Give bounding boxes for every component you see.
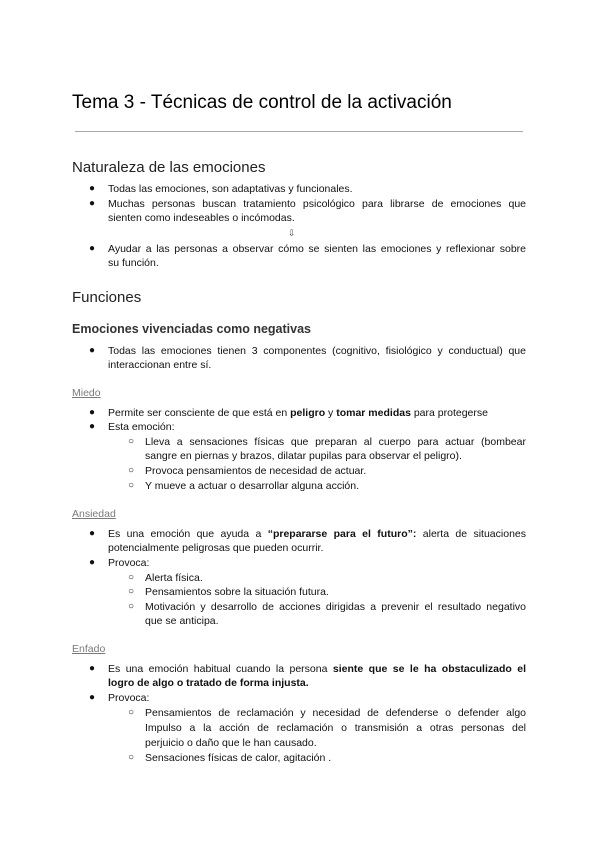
naturaleza-item-2-line-1: Muchas personas buscan tratamiento psicológico para librarse de emociones que: [108, 198, 526, 210]
ansiedad-subitem-2: Pensamientos sobre la situación futura.: [145, 586, 329, 598]
miedo-subitem-1-line-2: sangre en piernas y brazos, dilatar pupilas para observar el peligro).: [145, 450, 462, 462]
sub-bullet-icon: ○: [128, 752, 135, 763]
heading-naturaleza: Naturaleza de las emociones: [72, 159, 266, 176]
miedo-item-2: Esta emoción:: [108, 421, 175, 433]
ansiedad-subitem-1: Alerta física.: [145, 572, 203, 584]
naturaleza-item-1: Todas las emociones, son adaptativas y funcionales.: [108, 183, 353, 195]
bullet-icon: ●: [89, 692, 96, 703]
heading-enfado: Enfado: [72, 643, 106, 655]
sub-bullet-icon: ○: [128, 707, 135, 718]
sub-bullet-icon: ○: [128, 465, 135, 476]
enfado-subitem-1-line-3: perjuicio o daño que le han causado.: [145, 737, 317, 749]
bullet-icon: ●: [89, 407, 96, 418]
enfado-subitem-2: Sensaciones físicas de calor, agitación .: [145, 752, 332, 764]
bullet-icon: ●: [89, 243, 96, 254]
bullet-icon: ●: [89, 198, 96, 209]
ansiedad-subitem-3-line-2: que se anticipa.: [145, 615, 219, 627]
miedo-item-1: Permite ser consciente de que está en peligro y tomar medidas para protegerse: [108, 407, 488, 419]
bullet-icon: ●: [89, 345, 96, 356]
heading-miedo: Miedo: [72, 387, 101, 399]
miedo-subitem-3: Y mueve a actuar o desarrollar alguna acción.: [145, 480, 360, 492]
sub-bullet-icon: ○: [128, 586, 135, 597]
ansiedad-item-2: Provoca:: [108, 557, 150, 569]
miedo-subitem-1-line-1: Lleva a sensaciones físicas que preparan al cuerpo para actuar (bombear: [145, 436, 526, 448]
down-arrow-icon: ⇩: [288, 228, 296, 238]
sub-bullet-icon: ○: [128, 601, 135, 612]
ansiedad-subitem-3-line-1: Motivación y desarrollo de acciones dirigidas a prevenir el resultado negativo: [145, 601, 526, 613]
heading-ansiedad: Ansiedad: [72, 508, 116, 520]
bullet-icon: ●: [89, 557, 96, 568]
page-title: Tema 3 - Técnicas de control de la activación: [72, 92, 452, 113]
bullet-icon: ●: [89, 528, 96, 539]
ansiedad-item-1-line-2: potencialmente peligrosas que pueden ocurrir.: [108, 542, 324, 554]
bullet-icon: ●: [89, 421, 96, 432]
sub-bullet-icon: ○: [128, 572, 135, 583]
enfado-subitem-1-line-1: Pensamientos de reclamación y necesidad de defenderse o defender algo: [145, 707, 526, 719]
heading-funciones: Funciones: [72, 289, 142, 306]
enfado-subitem-1-line-2: Impulso a la acción de reclamación o transmisión a otras personas del: [145, 722, 526, 734]
sub-bullet-icon: ○: [128, 480, 135, 491]
naturaleza-item-2-line-2: sienten como indeseables o incómodas.: [108, 212, 295, 224]
funciones-item-1-line-1: Todas las emociones tienen 3 componentes (cognitivo, fisiológico y conductual) que: [108, 345, 526, 357]
enfado-item-1-line-1: Es una emoción habitual cuando la persona siente que se le ha obstaculizado el: [108, 663, 526, 675]
bullet-icon: ●: [89, 183, 96, 194]
naturaleza-item-3-line-2: su función.: [108, 257, 159, 269]
funciones-item-1-line-2: interaccionan entre sí.: [108, 359, 212, 371]
miedo-subitem-2: Provoca pensamientos de necesidad de actuar.: [145, 465, 367, 477]
enfado-item-2: Provoca:: [108, 692, 150, 704]
bullet-icon: ●: [89, 663, 96, 674]
title-divider: [75, 131, 523, 132]
naturaleza-item-3-line-1: Ayudar a las personas a observar cómo se sienten las emociones y reflexionar sobre: [108, 243, 526, 255]
ansiedad-item-1-line-1: Es una emoción que ayuda a “prepararse para el futuro”: alerta de situaciones: [108, 528, 527, 540]
sub-bullet-icon: ○: [128, 436, 135, 447]
enfado-item-1-line-2: logro de algo o tratado de forma injusta.: [108, 677, 309, 689]
subheading-emociones-negativas: Emociones vivenciadas como negativas: [72, 322, 311, 336]
